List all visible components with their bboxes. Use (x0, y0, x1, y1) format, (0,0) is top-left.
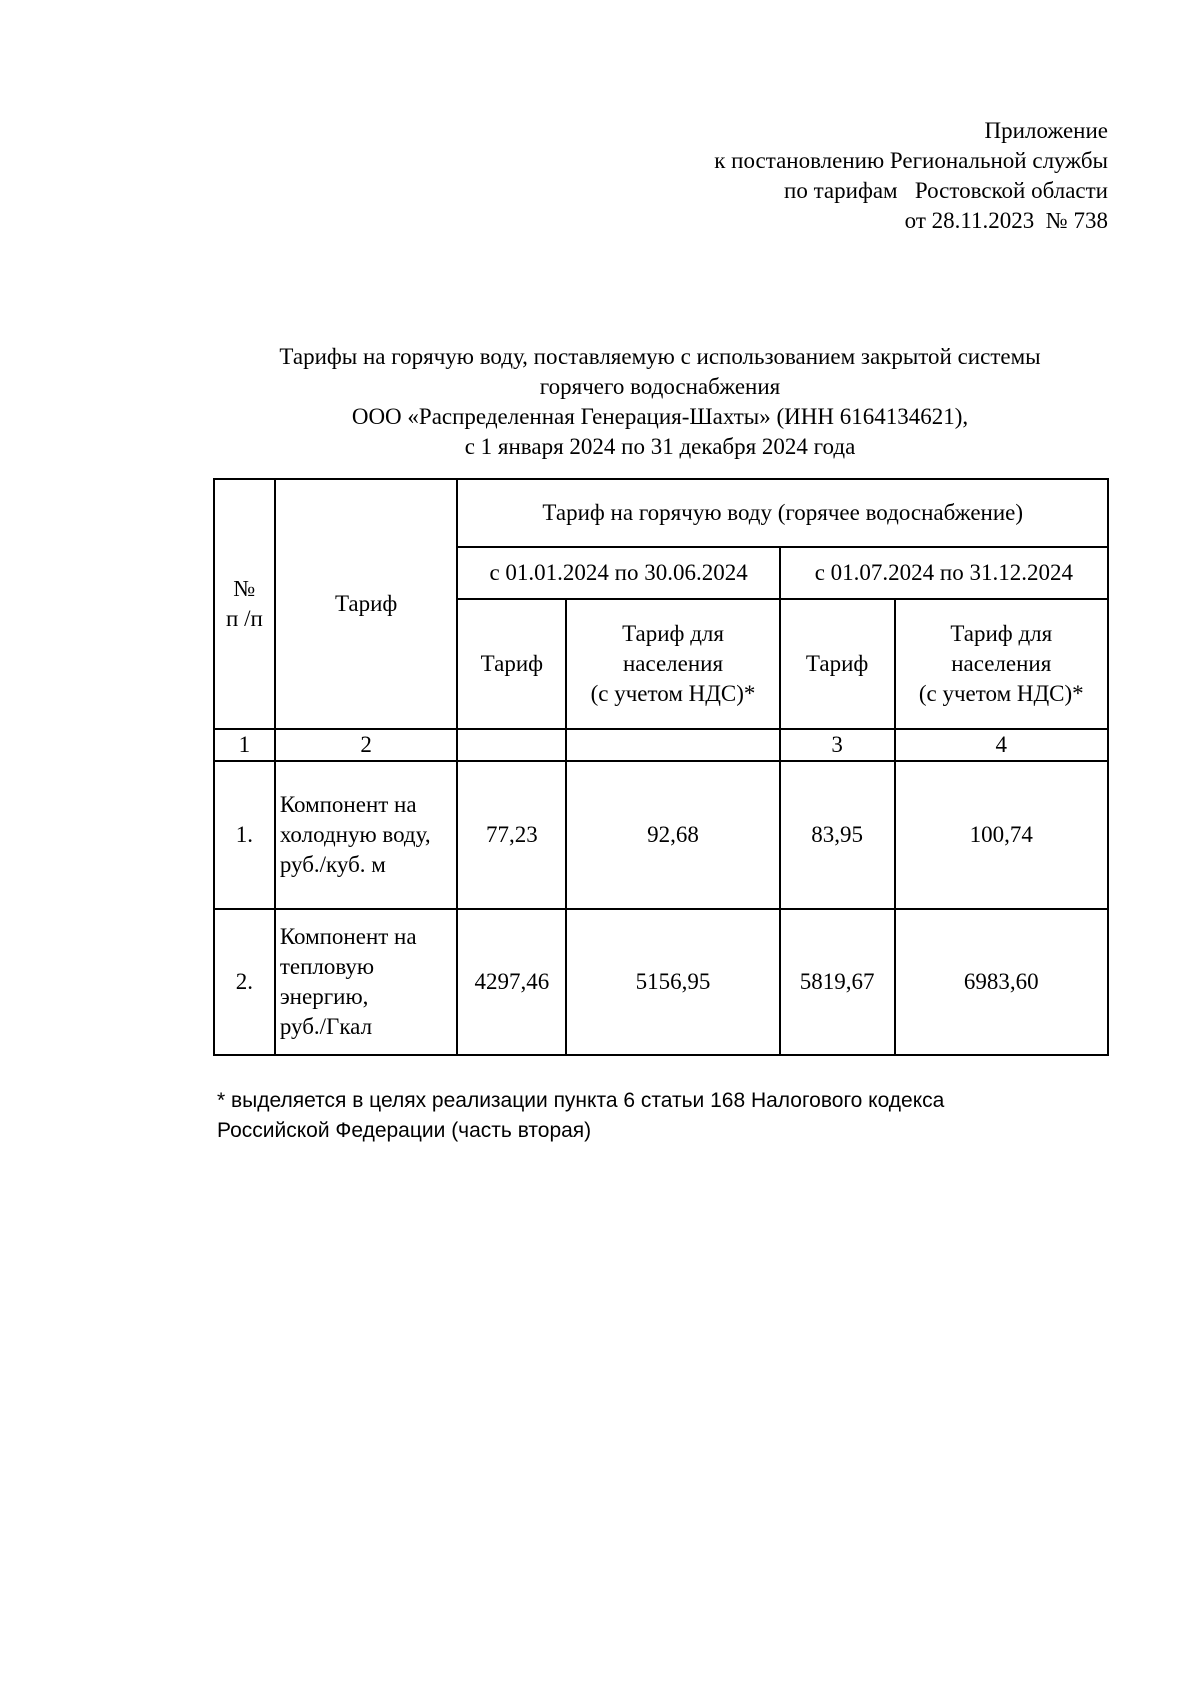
header-sub-population-line: населения (951, 651, 1052, 676)
row-name-line: руб./куб. м (279, 852, 386, 877)
column-number-cell: 3 (780, 729, 895, 761)
row-name-line: Компонент на (279, 924, 417, 949)
value-period1-tariff: 4297,46 (457, 909, 566, 1055)
column-number-row (214, 729, 1108, 761)
row-number: 1. (214, 761, 275, 909)
title-line: ООО «Распределенная Генерация-Шахты» (ИНН 6164134621), (351, 404, 969, 429)
column-number-cell: 1 (214, 729, 275, 761)
header-sub-tariff: Тариф (457, 599, 566, 729)
column-number-cell: 2 (275, 729, 458, 761)
row-name-line: энергию, (279, 984, 369, 1009)
header-number-symbol: № (233, 576, 256, 601)
header-group-cell: Тариф на горячую воду (горячее водоснабжение) (457, 479, 1108, 547)
value-period2-tariff: 5819,67 (780, 909, 895, 1055)
appendix-header (714, 116, 1108, 236)
appendix-line: от 28.11.2023 № 738 (904, 208, 1108, 233)
header-period-2: с 01.07.2024 по 31.12.2024 (780, 547, 1108, 599)
value-period2-tariff: 83,95 (780, 761, 895, 909)
table-row (214, 909, 1108, 1055)
row-name-line: холодную воду, (279, 822, 431, 847)
header-sub-population (566, 599, 779, 729)
header-sub-population-line: Тариф для (622, 621, 724, 646)
row-name-line: тепловую (279, 954, 375, 979)
value-period1-population: 92,68 (566, 761, 779, 909)
title-line: Тарифы на горячую воду, поставляемую с использованием закрытой системы (279, 344, 1041, 369)
footnote (217, 1086, 1117, 1146)
title-line: горячего водоснабжения (539, 374, 781, 399)
header-sub-population-line: населения (622, 651, 724, 676)
table-header-row (214, 479, 1108, 547)
table-row (214, 761, 1108, 909)
column-number-cell (457, 729, 566, 761)
row-name-line: руб./Гкал (279, 1014, 373, 1039)
header-number-cell (214, 479, 275, 729)
value-period1-tariff: 77,23 (457, 761, 566, 909)
header-number-label: п /п (226, 606, 263, 631)
row-name (275, 761, 458, 909)
header-sub-population-line: Тариф для (950, 621, 1053, 646)
header-sub-population (895, 599, 1108, 729)
header-sub-population-line: (с учетом НДС)* (918, 681, 1084, 706)
column-number-cell: 4 (895, 729, 1108, 761)
header-sub-population-line: (с учетом НДС)* (590, 681, 756, 706)
header-sub-tariff: Тариф (780, 599, 895, 729)
title-line: с 1 января 2024 по 31 декабря 2024 года (464, 434, 856, 459)
row-number: 2. (214, 909, 275, 1055)
document-title (180, 342, 1140, 462)
column-number-cell (566, 729, 779, 761)
footnote-line: Российской Федерации (часть вторая) (217, 1119, 592, 1142)
value-period2-population: 6983,60 (895, 909, 1108, 1055)
header-period-1: с 01.01.2024 по 30.06.2024 (457, 547, 779, 599)
header-tariff-cell: Тариф (275, 479, 458, 729)
footnote-line: * выделяется в целях реализации пункта 6 статьи 168 Налогового кодекса (217, 1089, 945, 1112)
tariff-table (213, 478, 1109, 1056)
row-name (275, 909, 458, 1055)
appendix-line: по тарифам Ростовской области (784, 178, 1108, 203)
value-period2-population: 100,74 (895, 761, 1108, 909)
value-period1-population: 5156,95 (566, 909, 779, 1055)
appendix-line: к постановлению Региональной службы (714, 148, 1108, 173)
row-name-line: Компонент на (279, 792, 417, 817)
appendix-line: Приложение (984, 118, 1108, 143)
